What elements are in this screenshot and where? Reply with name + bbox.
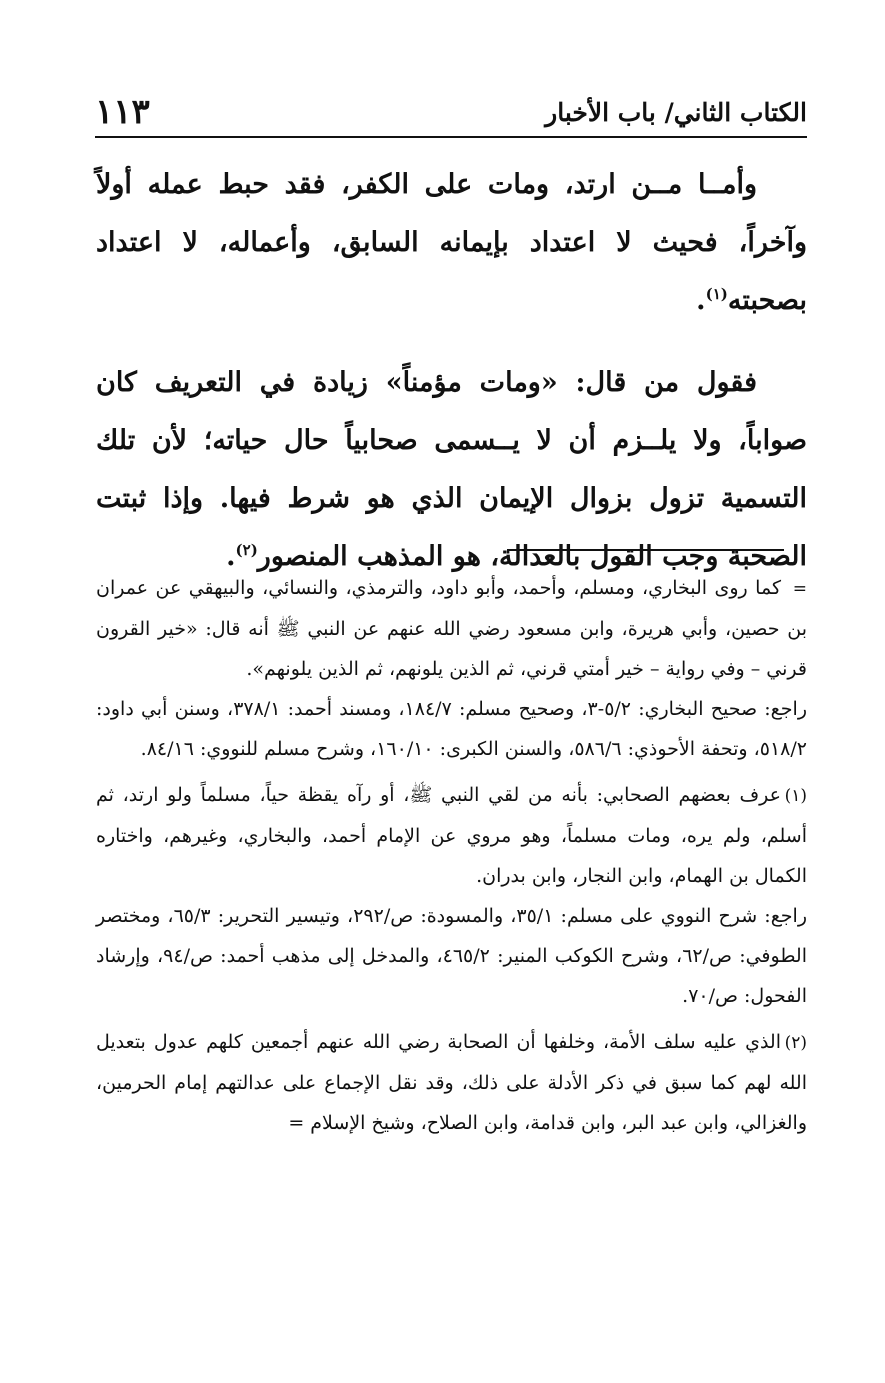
footnote-marker-1: (١) (784, 786, 807, 806)
main-text (96, 156, 807, 586)
running-title: الكتاب الثاني/ باب الأخبار (545, 98, 807, 127)
paragraph-apostasy (96, 156, 807, 330)
footnote-continued (96, 568, 807, 769)
footnote-1-text: عرف بعضهم الصحابي: بأنه من لقي النبي ﷺ، أو رآه يقظة حياً، مسلماً ولو ارتد، ثم أسلم، ولم يره، ومات مسلماً، وهو مروي عن الإمام أحمد، والبخاري، وغيرهم، واختاره الكمال بن الهمام، وابن النجار، وابن بدران. (96, 784, 807, 887)
footnote-marker-2: (٢) (784, 1033, 807, 1053)
paragraph-2-end: . (226, 541, 236, 572)
paragraph-2-text: فقول من قال: «ومات مؤمناً» زيادة في التعريف كان صواباً، ولا يلــزم أن لا يــسمى صحابياً حال حياته؛ لأن تلك التسمية تزول بزوال الإيمان الذي هو شرط فيها. وإذا ثبتت الصحبة وجب القول بالعدالة، هو المذهب المنصور (96, 367, 807, 572)
footnote-1 (96, 775, 807, 1016)
paragraph-1-text: وأمــا مــن ارتد، ومات على الكفر، فقد حبط عمله أولاً وآخراً، فحيث لا اعتداد بإيمانه السابق، وأعماله، لا اعتداد بصحبته (96, 169, 807, 316)
footnote-2-text: الذي عليه سلف الأمة، وخلفها أن الصحابة رضي الله عنهم أجمعين كلهم عدول بتعديل الله لهم كما سبق في ذكر الأدلة على ذلك، وقد نقل الإجماع على عدالتهم إمام الحرمين، والغزالي، وابن عبد البر، وابن قدامة، وابن الصلاح، وشيخ الإسلام (96, 1031, 807, 1134)
footnotes (96, 568, 807, 1149)
continuation-marker: = (792, 579, 807, 599)
footnote-ref-1[interactable]: (١) (705, 285, 728, 303)
footnote-continued-references: راجع: صحيح البخاري: ٥/٢-٣، وصحيح مسلم: ١٨٤/٧، ومسند أحمد: ٣٧٨/١، وسنن أبي داود: ٥١٨/٢، وتحفة الأحوذي: ٥٨٦/٦، والسنن الكبرى: ١٦٠/١٠، وشرح مسلم للنووي: ٨٤/١٦. (96, 698, 807, 760)
paragraph-1-end: . (696, 285, 706, 316)
footnote-2 (96, 1022, 807, 1143)
footnote-continued-text: كما روى البخاري، ومسلم، وأحمد، وأبو داود، والترمذي، والنسائي، والبيهقي عن عمران بن حصين، وأبي هريرة، وابن مسعود رضي الله عنهم عن النبي ﷺ أنه قال: «خير القرون قرني – وفي رواية – خير أمتي قرني، ثم الذين يلونهم، ثم الذين يلونهم». (96, 577, 807, 680)
footnote-divider (507, 549, 784, 551)
footnote-ref-2[interactable]: (٢) (235, 541, 258, 559)
paragraph-definition (96, 354, 807, 586)
footnote-2-continues-marker: = (288, 1112, 305, 1134)
page-header (95, 90, 807, 138)
page-number: ١١٣ (95, 92, 150, 132)
footnote-1-references: راجع: شرح النووي على مسلم: ٣٥/١، والمسودة: ص/٢٩٢، وتيسير التحرير: ٦٥/٣، ومختصر الطوفي: ص/٦٢، وشرح الكوكب المنير: ٤٦٥/٢، والمدخل إلى مذهب أحمد: ص/٩٤، وإرشاد الفحول: ص/٧٠. (96, 905, 808, 1007)
